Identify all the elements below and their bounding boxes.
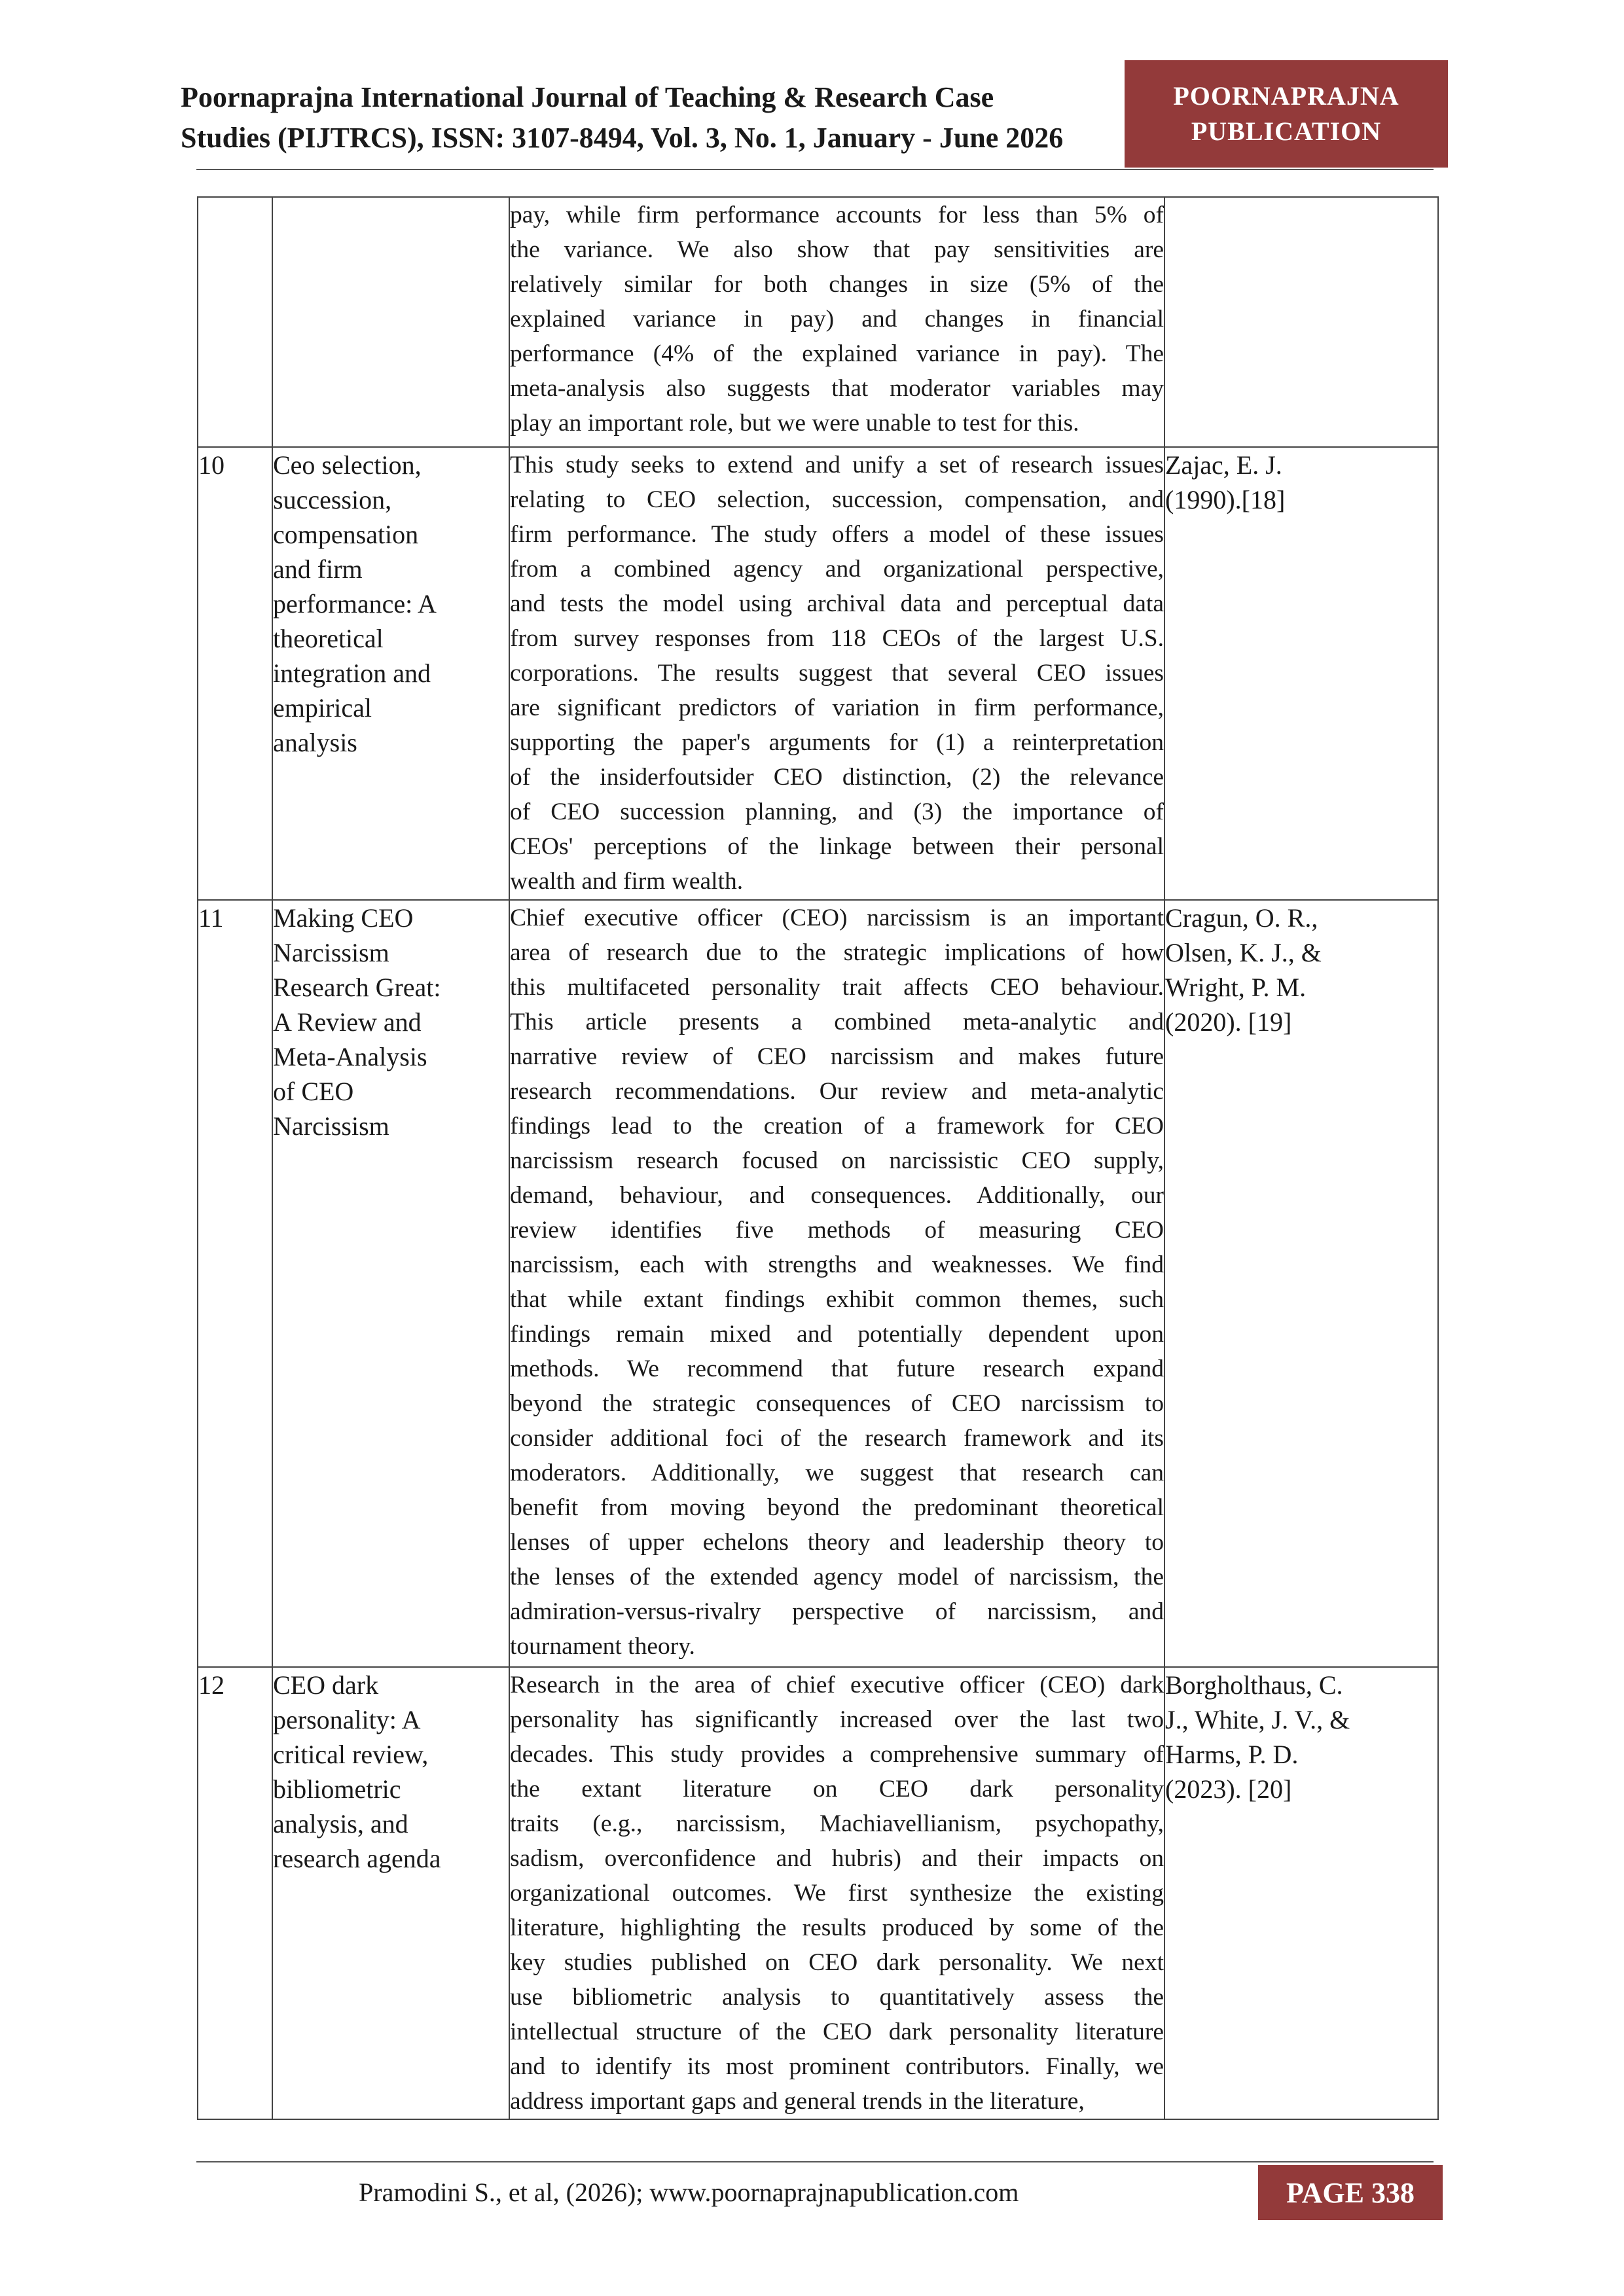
text-line: relating to CEO selection, succession, compensation, and bbox=[510, 486, 1164, 513]
study-abstract bbox=[510, 448, 1164, 899]
text-line: demand, behaviour, and consequences. Additionally, our bbox=[510, 1182, 1164, 1209]
row-number: 12 bbox=[198, 1670, 225, 1700]
study-author-cell bbox=[1164, 1667, 1438, 2119]
text-line: theoretical bbox=[273, 624, 384, 653]
footer-citation: Pramodini S., et al, (2026); www.poornaprajnapublication.com bbox=[359, 2178, 1019, 2207]
text-line: findings remain mixed and potentially dependent upon bbox=[510, 1321, 1164, 1348]
text-line: J., White, J. V., & bbox=[1165, 1705, 1350, 1734]
study-title bbox=[273, 1668, 509, 1876]
study-title-cell bbox=[272, 197, 509, 447]
text-line: moderators. Additionally, we suggest that research can bbox=[510, 1460, 1164, 1486]
text-line: Olsen, K. J., & bbox=[1165, 938, 1322, 967]
text-line: narcissism, each with strengths and weaknesses. We find bbox=[510, 1251, 1164, 1278]
study-title bbox=[273, 901, 509, 1143]
text-line: This article presents a combined meta-analytic and bbox=[510, 1009, 1164, 1035]
row-number: 11 bbox=[198, 903, 224, 933]
table-body bbox=[198, 197, 1438, 2119]
text-line: from survey responses from 118 CEOs of the largest U.S. bbox=[510, 625, 1164, 652]
text-line: this multifaceted personality trait affects CEO behaviour. bbox=[510, 974, 1164, 1001]
text-line: Wright, P. M. bbox=[1165, 973, 1307, 1002]
text-line: benefit from moving beyond the predominant theoretical bbox=[510, 1494, 1164, 1521]
text-line: meta-analysis also suggests that moderator variables may bbox=[510, 375, 1164, 402]
text-line: Narcissism bbox=[273, 938, 389, 967]
study-abstract-cell bbox=[509, 447, 1164, 900]
text-line: lenses of upper echelons theory and leadership theory to bbox=[510, 1529, 1164, 1556]
study-title-cell bbox=[272, 447, 509, 900]
study-authors bbox=[1165, 1668, 1437, 1806]
text-line: analysis, and bbox=[273, 1809, 408, 1839]
text-line: and tests the model using archival data and perceptual data bbox=[510, 590, 1164, 617]
text-line: Narcissism bbox=[273, 1111, 389, 1141]
publisher-badge bbox=[1125, 60, 1448, 168]
text-line: (1990).[18] bbox=[1165, 485, 1286, 514]
text-line: the variance. We also show that pay sensitivities are bbox=[510, 236, 1164, 263]
study-author-cell bbox=[1164, 197, 1438, 447]
text-line: key studies published on CEO dark personality. We next bbox=[510, 1949, 1164, 1976]
text-line: This study seeks to extend and unify a set of research issues bbox=[510, 452, 1164, 478]
literature-review-table-container bbox=[197, 196, 1437, 2113]
text-line: performance: A bbox=[273, 589, 437, 619]
text-line: and firm bbox=[273, 554, 363, 584]
text-line: relatively similar for both changes in size (5% of the bbox=[510, 271, 1164, 298]
study-abstract-cell bbox=[509, 1667, 1164, 2119]
text-line: analysis bbox=[273, 728, 357, 757]
study-abstract bbox=[510, 901, 1164, 1664]
footer-divider bbox=[196, 2161, 1434, 2162]
row-number-cell bbox=[198, 900, 272, 1667]
text-line: traits (e.g., narcissism, Machiavellianism, psychopathy, bbox=[510, 1810, 1164, 1837]
row-number-cell bbox=[198, 447, 272, 900]
text-line: tournament theory. bbox=[510, 1633, 695, 1660]
text-line: Research Great: bbox=[273, 973, 441, 1002]
text-line: performance (4% of the explained variance in pay). The bbox=[510, 340, 1164, 367]
text-line: literature, highlighting the results produced by some of the bbox=[510, 1914, 1164, 1941]
study-title-cell bbox=[272, 900, 509, 1667]
text-line: narcissism research focused on narcissistic CEO supply, bbox=[510, 1147, 1164, 1174]
row-number: 10 bbox=[198, 450, 225, 480]
text-line: research recommendations. Our review and meta-analytic bbox=[510, 1078, 1164, 1105]
text-line: Chief executive officer (CEO) narcissism is an important bbox=[510, 905, 1164, 931]
text-line: admiration-versus-rivalry perspective of narcissism, and bbox=[510, 1598, 1164, 1625]
study-author-cell bbox=[1164, 447, 1438, 900]
text-line: integration and bbox=[273, 658, 431, 688]
study-title bbox=[273, 448, 509, 760]
text-line: bibliometric bbox=[273, 1774, 401, 1804]
text-line: Ceo selection, bbox=[273, 450, 422, 480]
text-line: research agenda bbox=[273, 1844, 441, 1873]
text-line: firm performance. The study offers a model of these issues bbox=[510, 521, 1164, 548]
journal-header bbox=[181, 77, 1143, 158]
text-line: consider additional foci of the research framework and its bbox=[510, 1425, 1164, 1452]
text-line: compensation bbox=[273, 520, 419, 549]
text-line: Research in the area of chief executive officer (CEO) dark bbox=[510, 1672, 1164, 1698]
text-line: methods. We recommend that future research expand bbox=[510, 1355, 1164, 1382]
text-line: A Review and bbox=[273, 1007, 422, 1037]
text-line: are significant predictors of variation in firm performance, bbox=[510, 694, 1164, 721]
text-line: sadism, overconfidence and hubris) and their impacts on bbox=[510, 1845, 1164, 1872]
table-row bbox=[198, 447, 1438, 900]
text-line: explained variance in pay) and changes in financial bbox=[510, 306, 1164, 332]
text-line: review identifies five methods of measuring CEO bbox=[510, 1217, 1164, 1244]
text-line: (2020). [19] bbox=[1165, 1007, 1292, 1037]
text-line: from a combined agency and organizational perspective, bbox=[510, 556, 1164, 583]
literature-review-table bbox=[197, 196, 1439, 2120]
text-line: of the insiderfoutsider CEO distinction, (2) the relevance bbox=[510, 764, 1164, 791]
text-line: CEO dark bbox=[273, 1670, 379, 1700]
row-number-cell bbox=[198, 197, 272, 447]
text-line: Meta-Analysis bbox=[273, 1042, 427, 1071]
text-line: wealth and firm wealth. bbox=[510, 868, 744, 895]
text-line: Cragun, O. R., bbox=[1165, 903, 1318, 933]
text-line: organizational outcomes. We first synthesize the existing bbox=[510, 1880, 1164, 1907]
publisher-badge-line-2: PUBLICATION bbox=[1191, 117, 1382, 146]
text-line: of CEO succession planning, and (3) the importance of bbox=[510, 798, 1164, 825]
text-line: corporations. The results suggest that several CEO issues bbox=[510, 660, 1164, 687]
text-line: play an important role, but we were unable to test for this. bbox=[510, 410, 1079, 437]
text-line: (2023). [20] bbox=[1165, 1774, 1292, 1804]
text-line: use bibliometric analysis to quantitatively assess the bbox=[510, 1984, 1164, 2011]
study-abstract bbox=[510, 198, 1164, 440]
study-abstract-cell bbox=[509, 197, 1164, 447]
text-line: pay, while firm performance accounts for less than 5% of bbox=[510, 202, 1164, 228]
text-line: Harms, P. D. bbox=[1165, 1740, 1299, 1769]
table-row bbox=[198, 197, 1438, 447]
text-line: address important gaps and general trends in the literature, bbox=[510, 2088, 1085, 2115]
study-author-cell bbox=[1164, 900, 1438, 1667]
text-line: supporting the paper's arguments for (1) a reinterpretation bbox=[510, 729, 1164, 756]
text-line: CEOs' perceptions of the linkage between their personal bbox=[510, 833, 1164, 860]
table-row bbox=[198, 1667, 1438, 2119]
text-line: beyond the strategic consequences of CEO narcissism to bbox=[510, 1390, 1164, 1417]
study-authors bbox=[1165, 901, 1437, 1039]
study-abstract-cell bbox=[509, 900, 1164, 1667]
text-line: Making CEO bbox=[273, 903, 414, 933]
text-line: and to identify its most prominent contributors. Finally, we bbox=[510, 2053, 1164, 2080]
text-line: that while extant findings exhibit common themes, such bbox=[510, 1286, 1164, 1313]
journal-title-line-2: Studies (PIJTRCS), ISSN: 3107-8494, Vol. 3, No. 1, January - June 2026 bbox=[181, 122, 1064, 154]
text-line: Zajac, E. J. bbox=[1165, 450, 1282, 480]
text-line: empirical bbox=[273, 693, 372, 723]
text-line: the extant literature on CEO dark personality bbox=[510, 1776, 1164, 1803]
text-line: of CEO bbox=[273, 1077, 354, 1106]
text-line: personality: A bbox=[273, 1705, 421, 1734]
study-title-cell bbox=[272, 1667, 509, 2119]
text-line: intellectual structure of the CEO dark personality literature bbox=[510, 2018, 1164, 2045]
text-line: narrative review of CEO narcissism and makes future bbox=[510, 1043, 1164, 1070]
journal-title-line-1: Poornaprajna International Journal of Teaching & Research Case bbox=[181, 81, 994, 113]
text-line: Borgholthaus, C. bbox=[1165, 1670, 1343, 1700]
page-number-badge: PAGE 338 bbox=[1258, 2165, 1443, 2220]
study-authors bbox=[1165, 448, 1437, 517]
table-row bbox=[198, 900, 1438, 1667]
text-line: findings lead to the creation of a framework for CEO bbox=[510, 1113, 1164, 1139]
study-abstract bbox=[510, 1668, 1164, 2119]
publisher-badge-line-1: POORNAPRAJNA bbox=[1173, 81, 1399, 111]
header-divider bbox=[196, 169, 1434, 170]
text-line: the lenses of the extended agency model of narcissism, the bbox=[510, 1564, 1164, 1590]
row-number-cell bbox=[198, 1667, 272, 2119]
text-line: succession, bbox=[273, 485, 392, 514]
text-line: decades. This study provides a comprehensive summary of bbox=[510, 1741, 1164, 1768]
text-line: critical review, bbox=[273, 1740, 429, 1769]
text-line: area of research due to the strategic implications of how bbox=[510, 939, 1164, 966]
text-line: personality has significantly increased over the last two bbox=[510, 1706, 1164, 1733]
